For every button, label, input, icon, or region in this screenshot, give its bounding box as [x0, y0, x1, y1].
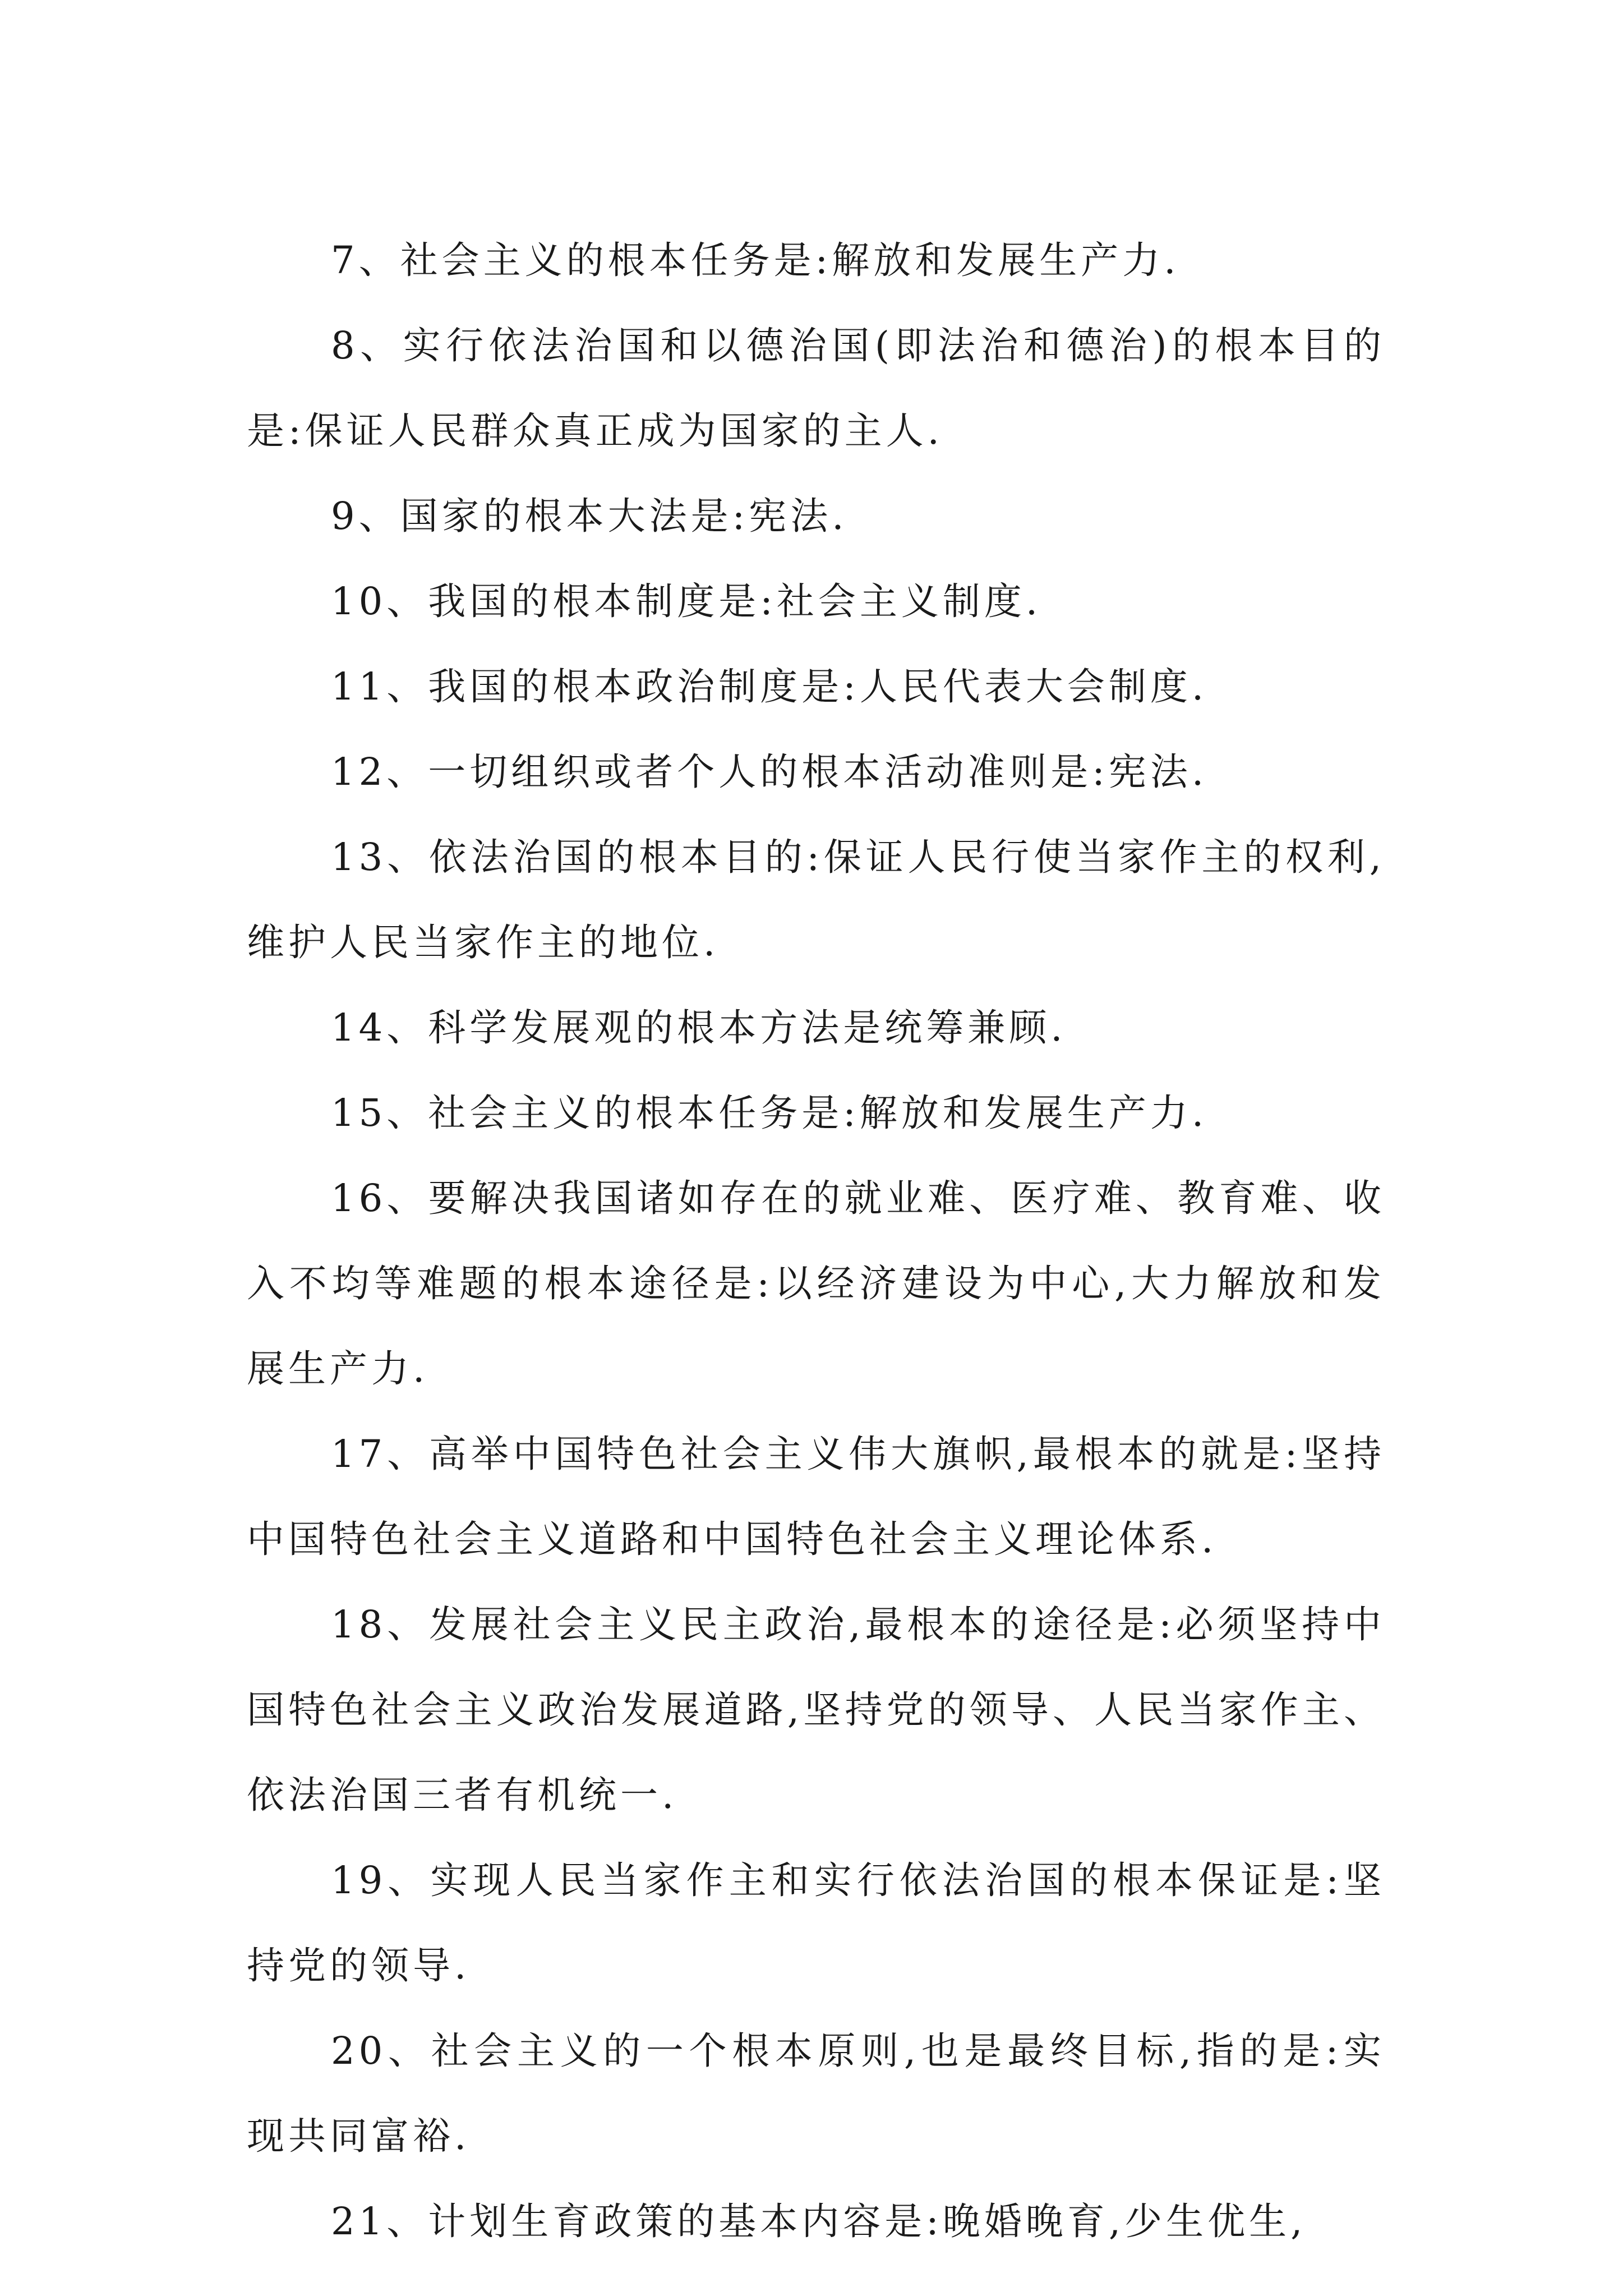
- paragraph-item-12: 12、一切组织或者个人的根本活动准则是:宪法.: [331, 750, 1208, 794]
- paragraph-item-7: 7、社会主义的根本任务是:解放和发展生产力.: [331, 238, 1180, 282]
- paragraph-item-16: 16、要解决我国诸如存在的就业难、医疗难、教育难、收入不均等难题的根本途径是:以经济建设为中心,大力解放和发展生产力.: [247, 1176, 1385, 1391]
- paragraph-item-13: 13、依法治国的根本目的:保证人民行使当家作主的权利,维护人民当家作主的地位.: [247, 835, 1385, 964]
- paragraph-item-19: 19、实现人民当家作主和实行依法治国的根本保证是:坚持党的领导.: [247, 1858, 1385, 1987]
- paragraph-item-14: 14、科学发展观的根本方法是统筹兼顾.: [331, 1006, 1067, 1050]
- paragraph-item-20: 20、社会主义的一个根本原则,也是最终目标,指的是:实现共同富裕.: [247, 2029, 1385, 2158]
- document-body: [247, 218, 1385, 2264]
- paragraph-item-15: 15、社会主义的根本任务是:解放和发展生产力.: [331, 1091, 1208, 1135]
- paragraph-item-11: 11、我国的根本政治制度是:人民代表大会制度.: [331, 665, 1208, 708]
- paragraph-item-9: 9、国家的根本大法是:宪法.: [331, 494, 848, 538]
- paragraph-item-18: 18、发展社会主义民主政治,最根本的途径是:必须坚持中国特色社会主义政治发展道路,坚持党的领导、人民当家作主、依法治国三者有机统一.: [247, 1603, 1385, 1817]
- paragraph-item-10: 10、我国的根本制度是:社会主义制度.: [331, 579, 1042, 623]
- paragraph-item-8: 8、实行依法治国和以德治国(即法治和德治)的根本目的是:保证人民群众真正成为国家的主人.: [247, 324, 1385, 453]
- paragraph-item-21: 21、计划生育政策的基本内容是:晚婚晚育,少生优生,: [331, 2200, 1307, 2243]
- paragraph-item-17: 17、高举中国特色社会主义伟大旗帜,最根本的就是:坚持中国特色社会主义道路和中国特色社会主义理论体系.: [247, 1432, 1385, 1561]
